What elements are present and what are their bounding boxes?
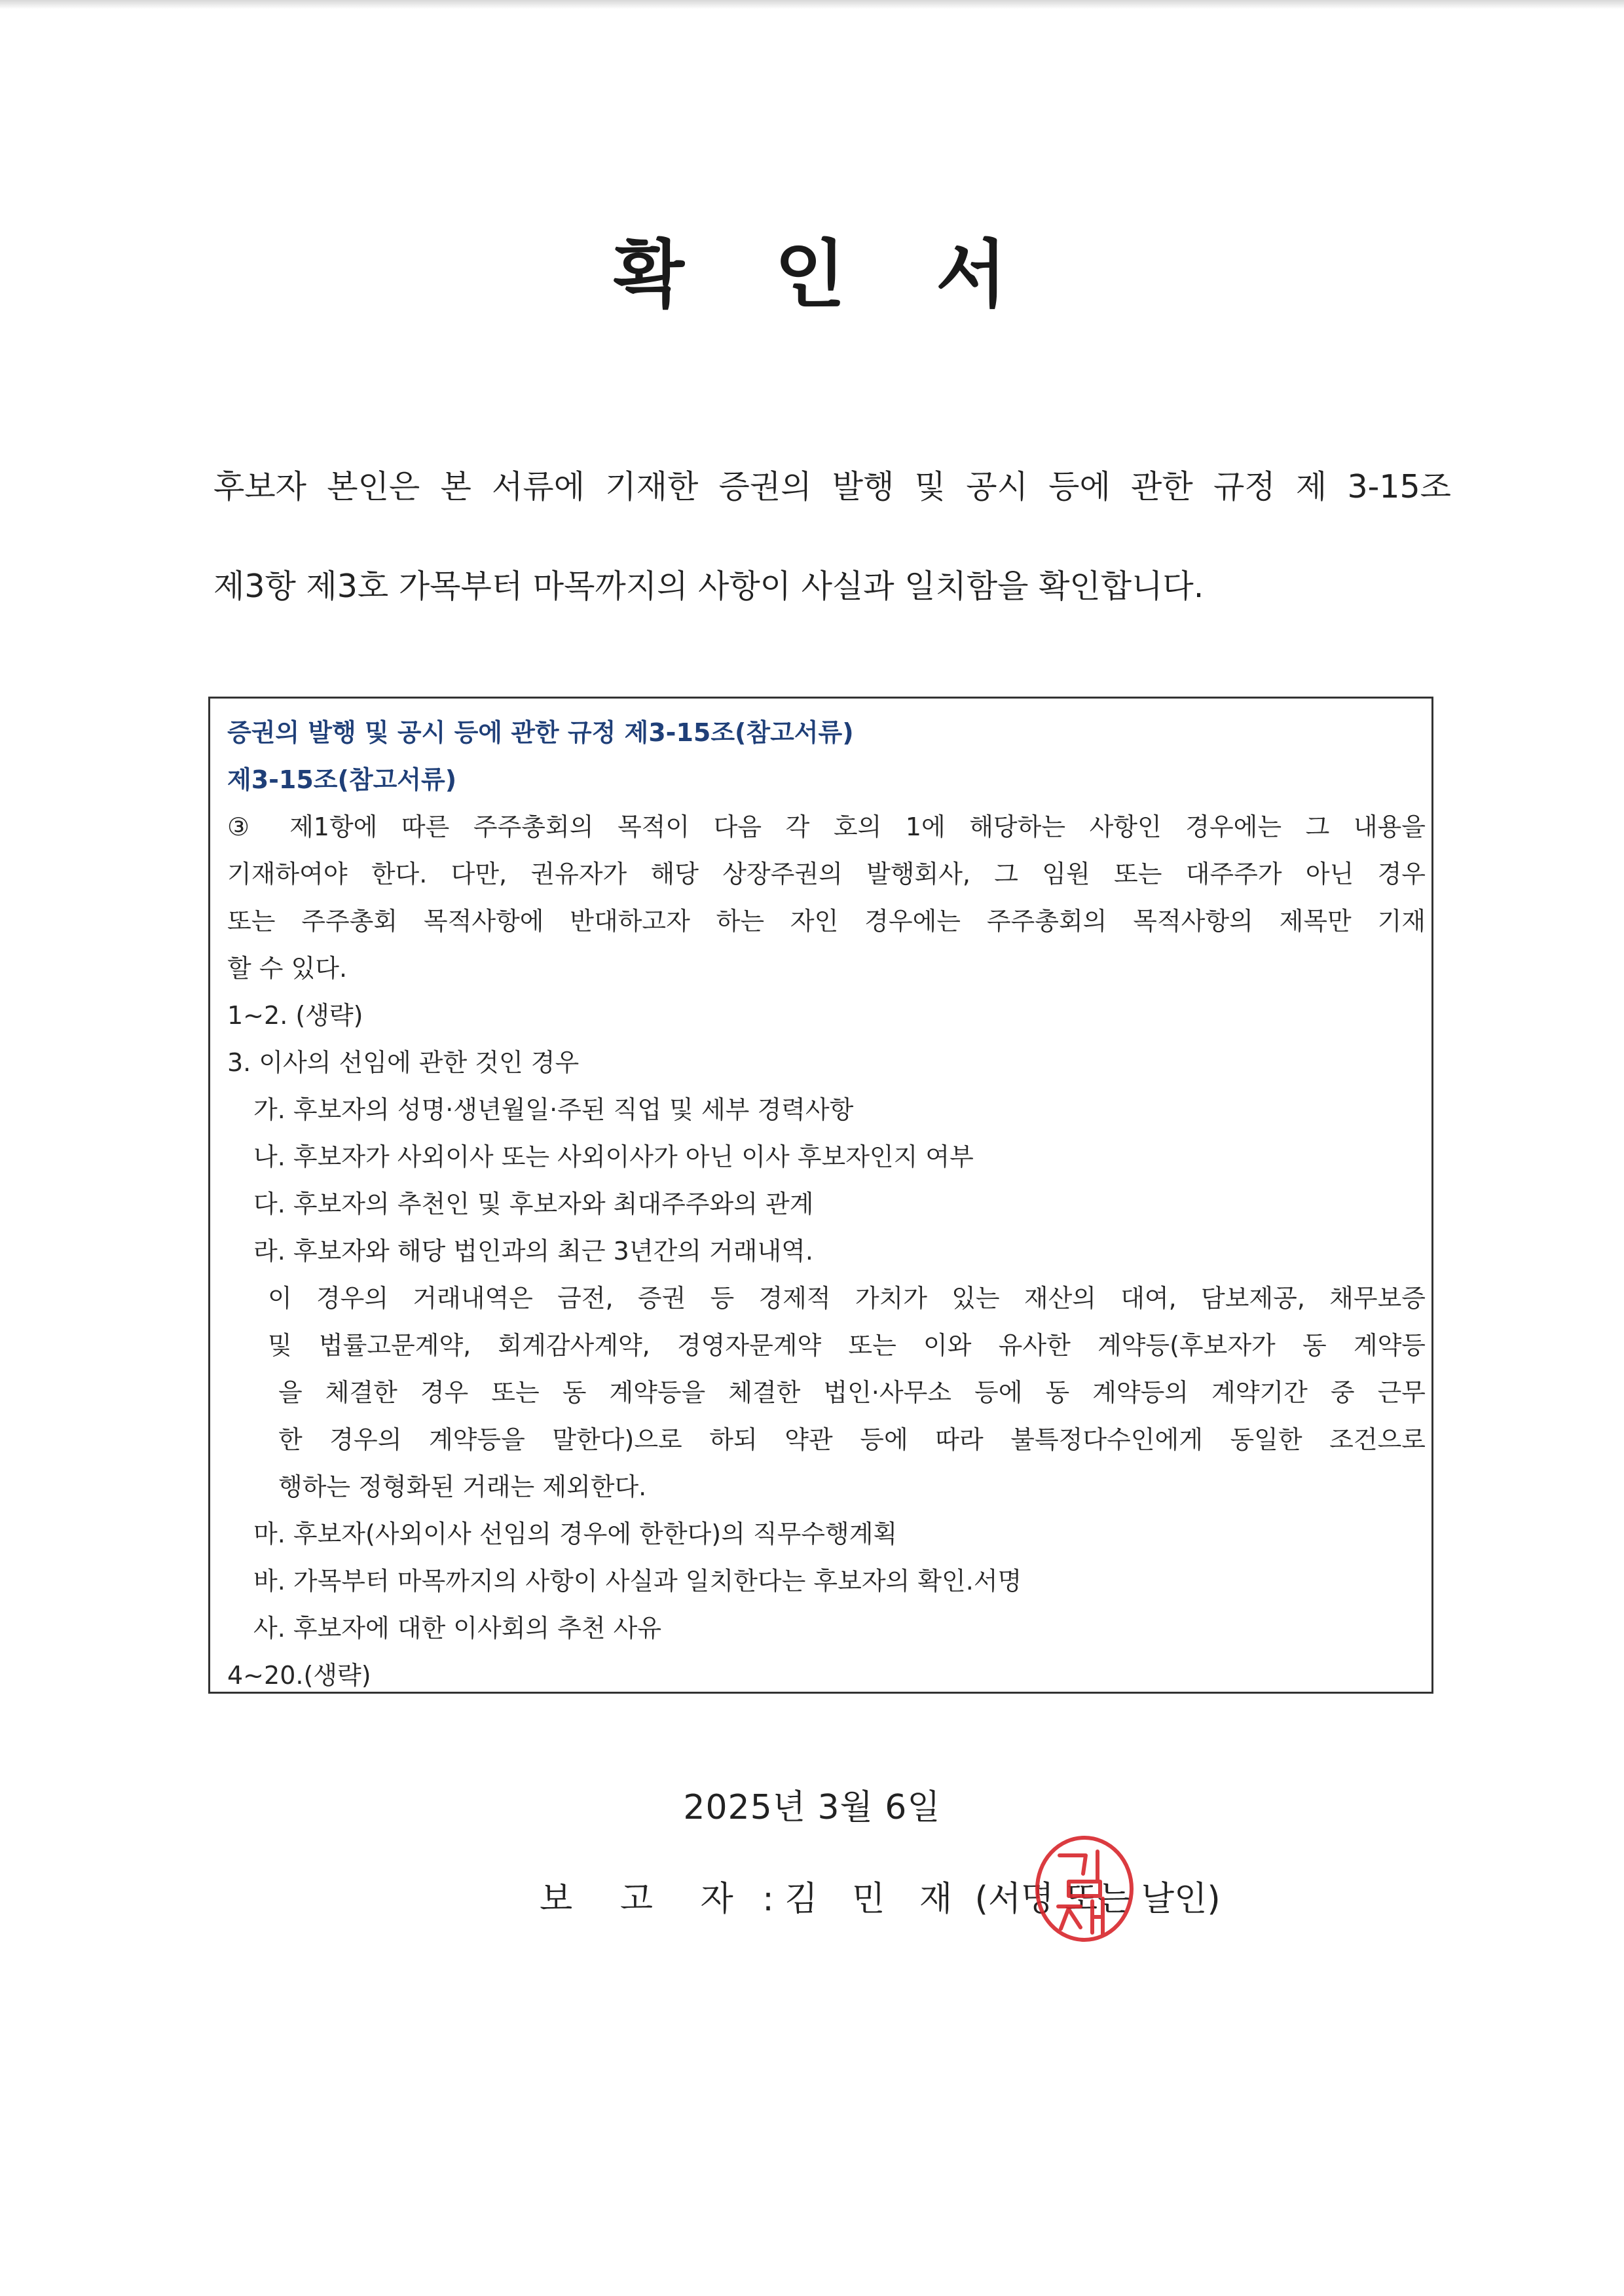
document-title [0,216,1624,321]
sub-item-ba: 바. 가목부터 마목까지의 사항이 사실과 일치한다는 후보자의 확인.서명 [253,1567,1022,1595]
sub-item-ra-detail: 및 법률고문계약, 회계감사계약, 경영자문계약 또는 이와 유사한 계약등(후보자가 동 계약등 [268,1331,1426,1360]
regulation-box [208,697,1433,1694]
sub-item-ra: 라. 후보자와 해당 법인과의 최근 3년간의 거래내역. [253,1237,813,1266]
sub-item-na: 나. 후보자가 사외이사 또는 사외이사가 아닌 이사 후보자인지 여부 [253,1142,974,1171]
sub-item-sa: 사. 후보자에 대한 이사회의 추천 사유 [253,1614,662,1643]
reporter-colon: : [762,1880,774,1919]
personal-seal-stamp [1032,1833,1137,1944]
item-3: 3. 이사의 선임에 관한 것인 경우 [227,1048,580,1077]
title-char: 인 [774,232,850,318]
sub-item-ra-detail: 한 경우의 계약등을 말한다)으로 하되 약관 등에 따라 불특정다수인에게 동일한 조건으로 [278,1425,1426,1454]
reporter-label: 보 고 자 [540,1880,752,1919]
regulation-heading: 증권의 발행 및 공시 등에 관한 규정 제3-15조(참고서류) [227,718,854,747]
sign-note: (서명 또는 날인) [974,1880,1221,1919]
title-char: 서 [936,232,1011,318]
paragraph-line: ③ 제1항에 따른 주주총회의 목적이 다음 각 호의 1에 해당하는 사항인 경우에는 그 내용을 [227,812,1426,841]
item-1-2: 1~2. (생략) [227,1001,363,1030]
intro-statement [213,437,1451,636]
sub-item-ga: 가. 후보자의 성명·생년월일·주된 직업 및 세부 경력사항 [253,1095,854,1124]
regulation-text [227,709,1426,1699]
scan-edge [0,0,1624,9]
intro-line: 제3항 제3호 가목부터 마목까지의 사항이 사실과 일치함을 확인합니다. [213,568,1204,605]
article-heading: 제3-15조(참고서류) [227,765,457,794]
sub-item-ma: 마. 후보자(사외이사 선임의 경우에 한한다)의 직무수행계획 [253,1520,898,1548]
paragraph-line: 또는 주주총회 목적사항에 반대하고자 하는 자인 경우에는 주주총회의 목적사항의 제목만 기재 [227,907,1426,936]
sub-item-ra-detail: 을 체결한 경우 또는 동 계약등을 체결한 법인·사무소 등에 동 계약등의 계약기간 중 근무 [278,1378,1426,1407]
paragraph-line: 기재하여야 한다. 다만, 권유자가 해당 상장주권의 발행회사, 그 임원 또는 대주주가 아닌 경우 [227,860,1426,888]
sub-item-ra-detail: 이 경우의 거래내역은 금전, 증권 등 경제적 가치가 있는 재산의 대여, 담보제공, 채무보증 [268,1284,1426,1313]
item-4-20: 4~20.(생략) [227,1661,371,1690]
sub-item-da: 다. 후보자의 추천인 및 후보자와 최대주주와의 관계 [253,1190,814,1218]
paragraph-line: 할 수 있다. [227,954,348,983]
sub-item-ra-detail: 행하는 정형화된 거래는 제외한다. [278,1472,647,1501]
reporter-name: 김 민 재 [784,1880,965,1919]
document-date: 2025년 3월 6일 [683,1788,941,1827]
title-char: 확 [613,232,688,318]
intro-line: 후보자 본인은 본 서류에 기재한 증권의 발행 및 공시 등에 관한 규정 제 3-15조 [213,468,1451,505]
